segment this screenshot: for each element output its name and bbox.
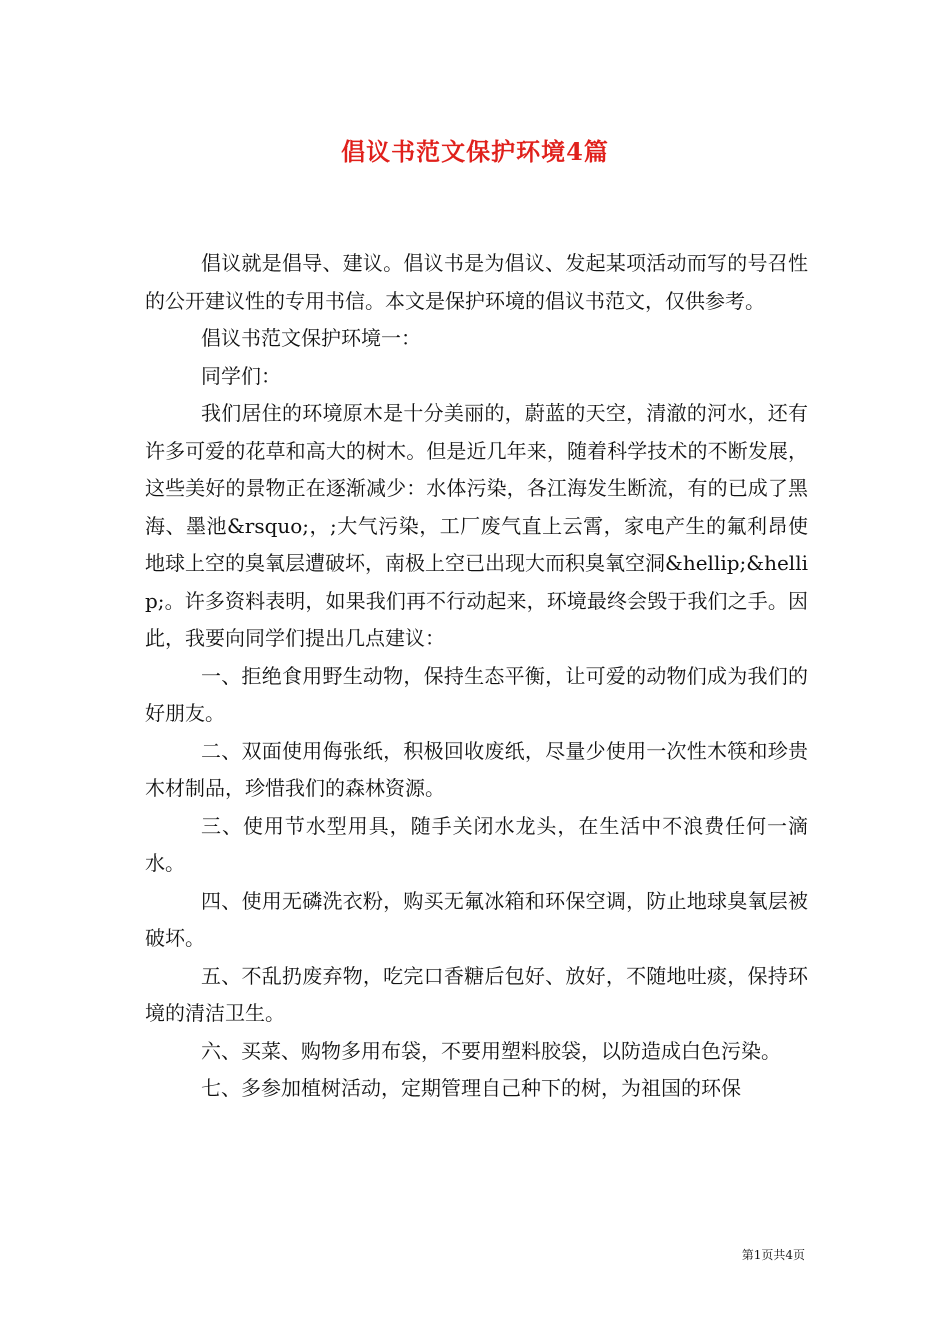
document-title: 倡议书范文保护环境4篇: [341, 137, 609, 166]
paragraph-item-4: 四、使用无磷洗衣粉，购买无氟冰箱和环保空调，防止地球臭氧层被破坏。: [145, 888, 808, 950]
paragraph-item-3: 三、使用节水型用具，随手关闭水龙头，在生活中不浪费任何一滴水。: [145, 813, 808, 875]
document-body: [145, 245, 808, 1108]
paragraph-item-5: 五、不乱扔废弃物，吃完口香糖后包好、放好，不随地吐痰，保持环境的清洁卫生。: [145, 963, 808, 1025]
paragraph-item-6: 六、买菜、购物多用布袋，不要用塑料胶袋，以防造成白色污染。: [201, 1038, 781, 1063]
paragraph-item-2: 二、双面使用侮张纸，积极回收废纸，尽量少使用一次性木筷和珍贵木材制品，珍惜我们的森林资源。: [145, 738, 808, 800]
page-number: 第1页共4页: [741, 1248, 805, 1262]
paragraph-salutation: 同学们：: [201, 363, 281, 388]
paragraph-item-1: 一、拒绝食用野生动物，保持生态平衡，让可爱的动物们成为我们的好朋友。: [145, 663, 808, 725]
paragraph-item-7: 七、多参加植树活动，定期管理自己种下的树，为祖国的环保: [201, 1076, 741, 1100]
paragraph-main: 我们居住的环境原木是十分美丽的，蔚蓝的天空，清澈的河水，还有许多可爱的花草和高大的树木。但是近几年来，随着科学技术的不断发展，这些美好的景物正在逐渐减少：水体污染，各江海发生断流，有的已成了黑海、墨池&rsquo;，;大气污染，工厂废气直上云霄，家电产生的氟利昂使地球上空的臭氧层遭破坏，南极上空已出现大而积臭氧空洞&hellip;&hellip;。许多资料表明，如果我们再不行动起来，环境最终会毁于我们之手。因此，我要向同学们提出几点建议：: [145, 401, 808, 650]
paragraph-intro: 倡议就是倡导、建议。倡议书是为倡议、发起某项活动而写的号召性的公开建议性的专用书信。本文是保护环境的倡议书范文，仅供参考。: [145, 251, 808, 313]
paragraph-section-heading: 倡议书范文保护环境一：: [201, 326, 421, 350]
